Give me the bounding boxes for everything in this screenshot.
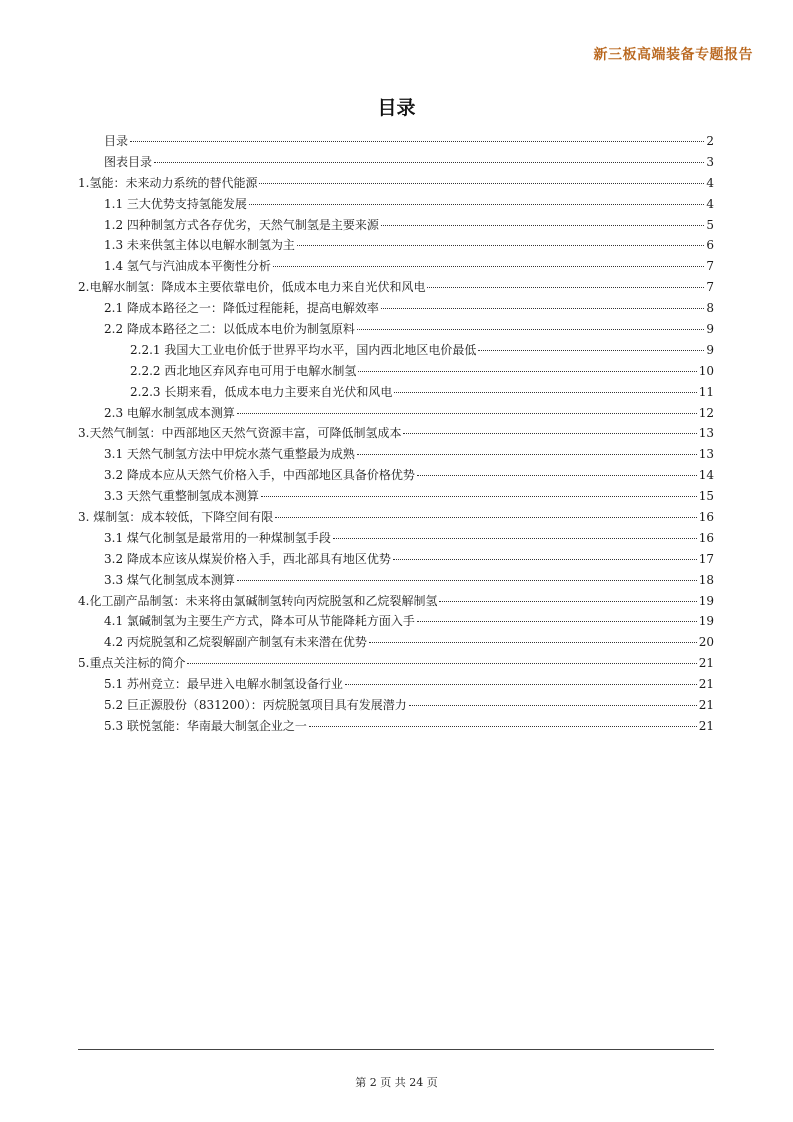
toc-entry[interactable] [78, 674, 714, 695]
toc-entry[interactable] [78, 716, 714, 737]
dot-leader [427, 287, 704, 288]
toc-entry-label: 3.天然气制氢：中西部地区天然气资源丰富，可降低制氢成本 [78, 426, 402, 441]
toc-entry[interactable] [78, 528, 714, 549]
toc-entry-label: 2.电解水制氢：降成本主要依靠电价，低成本电力来自光伏和风电 [78, 280, 426, 295]
toc-entry[interactable] [78, 444, 714, 465]
toc-entry-page: 6 [706, 238, 714, 253]
toc-entry[interactable] [78, 256, 714, 277]
dot-leader [478, 350, 704, 351]
toc-entry-page: 4 [706, 196, 714, 211]
toc-entry[interactable] [78, 173, 714, 194]
toc-entry[interactable] [78, 507, 714, 528]
toc-entry-label: 5.重点关注标的简介 [78, 656, 186, 671]
dot-leader [297, 245, 704, 246]
toc-entry[interactable] [78, 152, 714, 173]
toc-entry-page: 21 [698, 698, 714, 713]
dot-leader [275, 517, 696, 518]
toc-entry-label: 2.2.3 长期来看，低成本电力主要来自光伏和风电 [130, 384, 393, 399]
toc-entry-page: 5 [706, 217, 714, 232]
toc-entry-label: 1.2 四种制氢方式各存优劣，天然气制氢是主要来源 [104, 217, 379, 232]
toc-entry-page: 21 [698, 656, 714, 671]
toc-entry-label: 目录 [104, 134, 129, 148]
toc-entry[interactable] [78, 340, 714, 361]
report-series-title: 新三板高端装备专题报告 [593, 47, 753, 63]
toc-entry-page: 13 [698, 447, 714, 462]
toc-entry-label: 1.3 未来供氢主体以电解水制氢为主 [104, 238, 295, 253]
toc-entry[interactable] [78, 403, 714, 424]
toc-entry[interactable] [78, 423, 714, 444]
toc-entry-page: 4 [706, 175, 714, 190]
toc-entry[interactable] [78, 653, 714, 674]
dot-leader [394, 392, 696, 393]
dot-leader [439, 601, 696, 602]
toc-entry-page: 12 [698, 405, 714, 420]
toc-entry[interactable] [78, 486, 714, 507]
toc-entry[interactable] [78, 131, 714, 152]
dot-leader [417, 621, 697, 622]
toc-entry-label: 1.1 三大优势支持氢能发展 [104, 196, 247, 211]
page-number: 第 2 页 共 24 页 [355, 1076, 438, 1089]
toc-entry-page: 2 [706, 134, 714, 148]
toc-entry-page: 9 [706, 322, 714, 337]
toc-entry-page: 18 [698, 572, 714, 587]
dot-leader [154, 162, 704, 163]
dot-leader [259, 183, 704, 184]
toc-entry-page: 13 [698, 426, 714, 441]
toc-entry-page: 21 [698, 718, 714, 733]
toc-entry-page: 7 [706, 259, 714, 274]
dot-leader [261, 496, 697, 497]
toc-entry-label: 5.3 联悦氢能：华南最大制氢企业之一 [104, 718, 307, 733]
dot-leader [357, 454, 697, 455]
toc-entry[interactable] [78, 382, 714, 403]
toc-entry[interactable] [78, 194, 714, 215]
toc-entry-page: 3 [706, 154, 714, 169]
toc-entry[interactable] [78, 549, 714, 570]
toc-entry-page: 17 [698, 551, 714, 566]
toc-entry-label: 3.2 降成本应从天然气价格入手，中西部地区具备价格优势 [104, 468, 415, 483]
toc-entry-label: 3.3 天然气重整制氢成本测算 [104, 489, 259, 504]
toc-entry[interactable] [78, 465, 714, 486]
toc-entry[interactable] [78, 632, 714, 653]
dot-leader [358, 371, 696, 372]
dot-leader [381, 225, 704, 226]
dot-leader [345, 684, 697, 685]
toc-entry-label: 1.氢能：未来动力系统的替代能源 [78, 175, 258, 190]
toc-entry[interactable] [78, 570, 714, 591]
toc-entry-page: 20 [698, 635, 714, 650]
toc-entry-label: 2.3 电解水制氢成本测算 [104, 405, 235, 420]
toc-entry-label: 2.1 降成本路径之一：降低过程能耗，提高电解效率 [104, 301, 379, 316]
toc-entry-page: 16 [698, 510, 714, 525]
toc-entry-label: 3. 煤制氢：成本较低，下降空间有限 [78, 510, 274, 525]
toc-entry-page: 7 [706, 280, 714, 295]
toc-entry-page: 11 [698, 384, 714, 399]
dot-leader [403, 433, 696, 434]
toc-entry-label: 2.2.2 西北地区弃风弃电可用于电解水制氢 [130, 363, 357, 378]
toc-entry-label: 图表目录 [104, 154, 153, 169]
dot-leader [369, 642, 697, 643]
dot-leader [357, 329, 704, 330]
toc-entry[interactable] [78, 319, 714, 340]
dot-leader [381, 308, 704, 309]
dot-leader [237, 580, 697, 581]
toc-entry-page: 10 [698, 363, 714, 378]
toc-entry-label: 3.1 煤气化制氢是最常用的一种煤制氢手段 [104, 530, 331, 545]
dot-leader [393, 559, 697, 560]
toc-entry[interactable] [78, 215, 714, 236]
dot-leader [333, 538, 697, 539]
toc-entry-label: 5.2 巨正源股份（831200）：丙烷脱氢项目具有发展潜力 [104, 698, 407, 713]
dot-leader [409, 705, 697, 706]
toc-title: 目录 [377, 97, 416, 119]
toc-entry-page: 14 [698, 468, 714, 483]
dot-leader [417, 475, 697, 476]
dot-leader [273, 266, 704, 267]
toc-entry-label: 4.化工副产品制氢：未来将由氯碱制氢转向丙烷脱氢和乙烷裂解制氢 [78, 593, 438, 608]
dot-leader [309, 726, 697, 727]
toc-entry-label: 2.2 降成本路径之二：以低成本电价为制氢原料 [104, 322, 355, 337]
dot-leader [130, 141, 704, 142]
toc-entry-page: 8 [706, 301, 714, 316]
toc-entry-page: 19 [698, 593, 714, 608]
toc-entry-page: 9 [706, 342, 714, 357]
toc-entry[interactable] [78, 611, 714, 632]
toc-entry-page: 21 [698, 677, 714, 692]
toc-entry-page: 16 [698, 530, 714, 545]
toc-entry[interactable] [78, 361, 714, 382]
toc-entry-page: 19 [698, 614, 714, 629]
toc-entry-label: 2.2.1 我国大工业电价低于世界平均水平，国内西北地区电价最低 [130, 342, 477, 357]
toc-entry-label: 3.1 天然气制氢方法中甲烷水蒸气重整最为成熟 [104, 447, 355, 462]
toc-entry-label: 1.4 氢气与汽油成本平衡性分析 [104, 259, 271, 274]
dot-leader [249, 204, 704, 205]
toc-entry[interactable] [78, 277, 714, 298]
toc-entry-label: 5.1 苏州竞立：最早进入电解水制氢设备行业 [104, 677, 343, 692]
toc-entry-label: 3.2 降成本应该从煤炭价格入手，西北部具有地区优势 [104, 551, 391, 566]
footer-divider [78, 1049, 714, 1050]
toc-entry[interactable] [78, 591, 714, 612]
toc-entry[interactable] [78, 695, 714, 716]
toc-entry[interactable] [78, 235, 714, 256]
toc-entry[interactable] [78, 298, 714, 319]
dot-leader [237, 413, 697, 414]
table-of-contents [78, 131, 714, 737]
toc-entry-label: 4.1 氯碱制氢为主要生产方式，降本可从节能降耗方面入手 [104, 614, 415, 629]
toc-entry-label: 4.2 丙烷脱氢和乙烷裂解副产制氢有未来潜在优势 [104, 635, 367, 650]
toc-entry-page: 15 [698, 489, 714, 504]
dot-leader [187, 663, 696, 664]
toc-entry-label: 3.3 煤气化制氢成本测算 [104, 572, 235, 587]
